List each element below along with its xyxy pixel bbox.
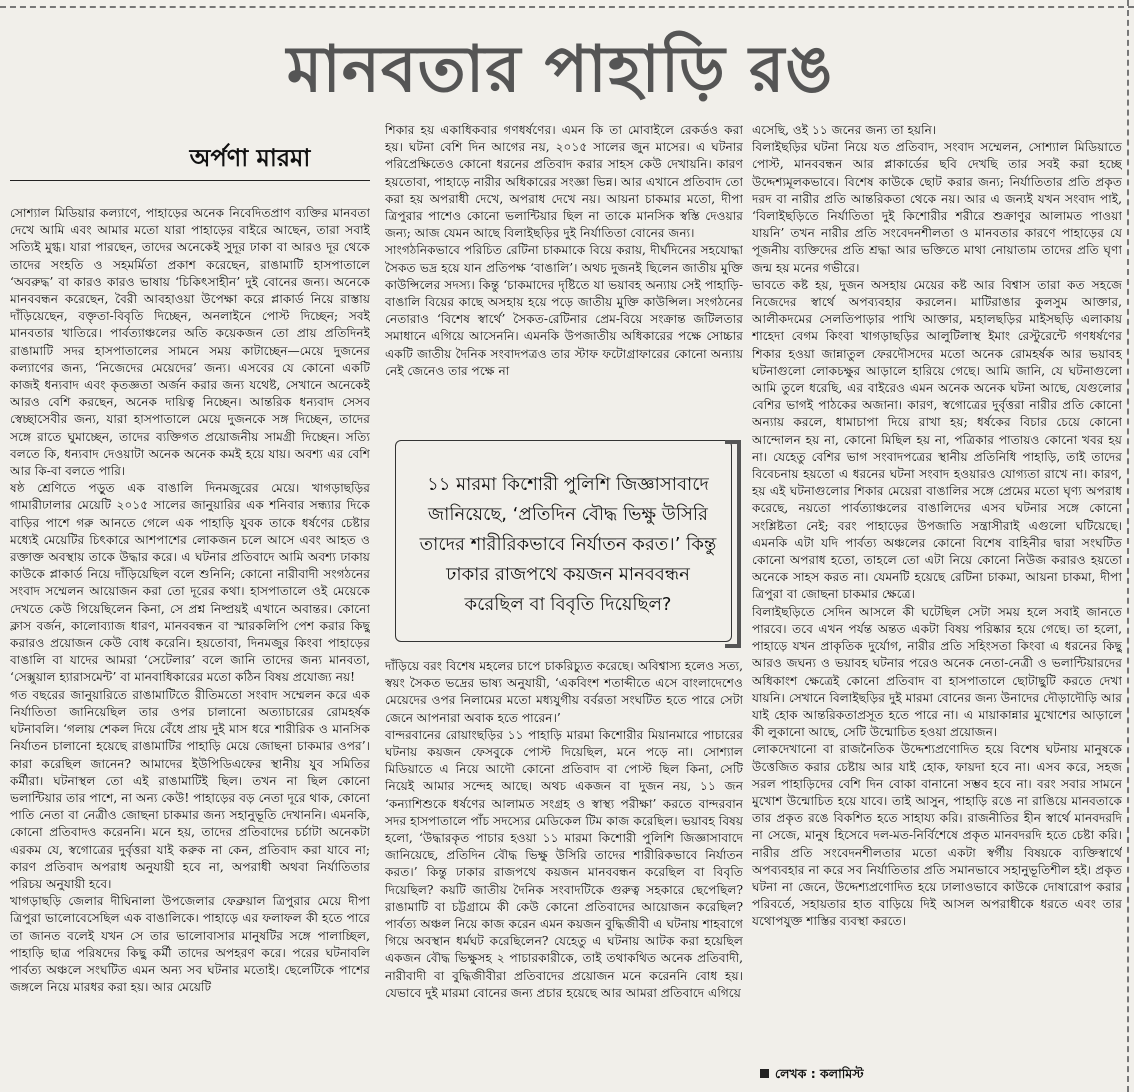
paragraph: সোশ্যাল মিডিয়ার কল্যাণে, পাহাড়ের অনেক নিবেদিতপ্রাণ ব্যক্তির মানবতা দেখে আমি এবং আমার মতো যারা পাহাড়ের বাইরে আছেন, তারা সবাই সত্যিই মুগ্ধ। যারা পারছেন, তাদের অনেকেই সুদূর ঢাকা বা আরও দূর থেকে তাদের সংহতি ও সহমর্মিতা প্রকাশ করেছেন, রাঙামাটি হাসপাতালে ‘অবরুদ্ধ’ বা কারও কারও ভাষায় ‘চিকিৎসাহীন’ দুই বোনের জন্য। অনেকে মানববন্ধন করেছেন, বৈরী আবহাওয়া উপেক্ষা করে প্লাকার্ড নিয়ে রাস্তায় দাঁড়িয়েছেন, বক্তৃতা-বিবৃতি দিচ্ছেন, অনলাইনে পোস্ট দিচ্ছেন; সবই মানবতার খাতিরে। পার্বত্যাঞ্চলের অতি কয়েকজন তো প্রায় প্রতিদিনই রাঙামাটি সদর হাসপাতালের সামনে সময় কাটাচ্ছেন—মেয়ে দুজনের কল্যাণের জন্য, ‘নিজেদের মেয়েদের’ জন্য। এসবের যে কোনো একটি কাজই ধন্যবাদ এবং কৃতজ্ঞতা অর্জন করার জন্য যথেষ্ট, সেখানে অনেকেই আরও বেশি করছেন, অনেক দায়িত্ব নিচ্ছেন। আন্তরিক ধন্যবাদ সেসব স্বেচ্ছাসেবীর জন্য, যারা হাসপাতালে মেয়ে দুজনকে সঙ্গ দিচ্ছেন, তাদের সঙ্গে রাতে ঘুমাচ্ছেন, তাদের ব্যক্তিগত প্রয়োজনীয় সামগ্রী দিচ্ছেন। সত্যি বলতে কি, ধন্যবাদ দেওয়াটা অনেক অনেক কমই হয়ে যায়। অবশ্য এর বেশি আর কি-বা বলতে পারি। <box>10 206 370 479</box>
pull-quote-accent <box>725 440 741 648</box>
paragraph: গত বছরের জানুয়ারিতে রাঙামাটিতে রীতিমতো সংবাদ সম্মেলন করে এক নির্যাতিতা জানিয়েছিল তার ওপর চালানো অত্যাচারের রোমহর্ষক ঘটনাবলি। ‘গলায় শেকল দিয়ে বেঁধে প্রায় দুই মাস ধরে শারীরিক ও মানসিক নির্যাতন চালানো হয়েছে রাঙামাটির পাহাড়ি মেয়ে জোছনা চাকমার ওপর’। কারা করেছিল জানেন? আমাদের ইউপিডিএফের স্থানীয় যুব সমিতির কর্মীরা। ঘটনাস্থল তো এই রাঙামাটিই ছিল। তখন না ছিল কোনো ভলান্টিয়ার তার পাশে, না অন্য কেউ! পাহাড়ের বড় নেতা দূরে থাক, কোনো পাতি নেতা বা নেত্রীও জোছনা চাকমার জন্য সহানুভূতি দেখাননি। এমনকি, কোনো প্রতিবাদও করেননি। মনে হয়, তাদের প্রতিবাদের চর্চাটা অনেকটা এরকম যে, স্বগোত্রের দুর্বৃত্তরা যাই করুক না কেন, প্রতিবাদ করা যাবে না; কারণ প্রতিবাদ অপরাধ অনুযায়ী হবে না, অপরাধী অথবা নির্যাতিতার পরিচয় অনুযায়ী হবে। <box>10 687 370 891</box>
paragraph: দাঁড়িয়ে বরং বিশেষ মহলের চাপে চাকরিচ্যুত করেছে। অবিশ্বাস্য হলেও সত্য, স্বয়ং সৈকত ভদ্রের ভাষ্য অনুযায়ী, ‘একবিংশ শতাব্দীতে এসে বাংলাদেশেও মেয়েদের ওপর নিলামের মতো মধ্যযুগীয় বর্বরতা সংঘটিত হতে পারে সেটা জেনে আপনারা অবাক হতে পারেন।’ <box>385 659 743 725</box>
top-cut-border <box>0 6 1134 8</box>
headline: মানবতার পাহাড়ি রঙ <box>286 33 834 107</box>
pull-quote-text: ১১ মারমা কিশোরী পুলিশি জিজ্ঞাসাবাদে জানিয়েছে, ‘প্রতিদিন বৌদ্ধ ভিক্ষু উসিরি তাদের শারীরিকভাবে নির্যাতন করত।’ কিন্তু ঢাকার রাজপথে কয়জন মানববন্ধন করেছিল বা বিবৃতি দিয়েছিল? <box>419 474 717 615</box>
author-note-text: লেখক : কলামিস্ট <box>775 1066 864 1081</box>
paragraph: বিলাইছড়িতে সেদিন আসলে কী ঘটেছিল সেটা সময় হলে সবাই জানতে পারবে। তবে এখন পর্যন্ত অন্তত একটা বিষয় পরিষ্কার হয়ে গেছে। তা হলো, পাহাড়ে যখন প্রাকৃতিক দুর্যোগ, নারীর প্রতি সহিংসতা কিংবা এ ধরনের কিছু আরও জঘন্য ও ভয়াবহ ঘটনার পরেও অনেক নেতা-নেত্রী ও ভলান্টিয়ারদের অধিকাংশ ক্ষেত্রেই কোনো প্রতিবাদ বা হাসপাতালে ছোটাছুটি করতে দেখা যায়নি। সেখানে বিলাইছড়ির দুই মারমা বোনের জন্য উনাদের দৌড়াদৌড়ি আর যাই হোক আন্তরিকতাপ্রসূত হতে পারে না। এ মায়াকান্নার মুখোশের আড়ালে কী লুকানো আছে, সেটি উন্মোচিত হওয়া প্রয়োজন। <box>752 604 1122 740</box>
paragraph: বান্দরবানের রোয়াংছড়ির ১১ পাহাড়ি মারমা কিশোরীর মিয়ানমারে পাচারের ঘটনায় কয়জন ফেসবুকে পোস্ট দিয়েছিল, মনে পড়ে না। সোশ্যাল মিডিয়াতে এ নিয়ে আদৌ কোনো প্রতিবাদ বা পোস্ট ছিল কিনা, সেটি নিয়েই আমার সন্দেহ আছে। অথচ একজন বা দুজন নয়, ১১ জন ‘কন্যাশিশুকে ধর্ষণের আলামত সংগ্রহ ও স্বাস্থ্য পরীক্ষা’ করতে বান্দরবান সদর হাসপাতালে পাঁচ সদস্যের মেডিকেল টিম কাজ করেছিল। ভয়াবহ বিষয় হলো, ‘উদ্ধারকৃত পাচার হওয়া ১১ মারমা কিশোরী পুলিশি জিজ্ঞাসাবাদে জানিয়েছে, প্রতিদিন বৌদ্ধ ভিক্ষু উসিরি তাদের শারীরিকভাবে নির্যাতন করত।’ কিন্তু ঢাকার রাজপথে কয়জন মানববন্ধন করেছিল বা বিবৃতি দিয়েছিল? কয়টি জাতীয় দৈনিক সংবাদটিকে গুরুত্ব সহকারে ছেপেছিল? রাঙামাটি বা চট্টগ্রামে কী কেউ কোনো প্রতিবাদের আয়োজন করেছিল? পার্বত্য অঞ্চল নিয়ে কাজ করেন এমন কয়জন বুদ্ধিজীবী এ ঘটনায় শাহবাগে গিয়ে অবস্থান ধর্মঘট করেছিলেন? যেহেতু এ ঘটনায় আটক করা হয়েছিল একজন বৌদ্ধ ভিক্ষুসহ ২ পাচারকারীকে, তাই তথাকথিত অনেক প্রতিবাদী, নারীবাদী বা বুদ্ধিজীবীরা প্রতিবাদের প্রয়োজন মনে করেননি বোধ হয়। যেভাবে দুই মারমা বোনের জন্য প্রচার হয়েছে আর আমরা প্রতিবাদে এগিয়ে <box>385 727 743 1000</box>
column-2-bottom <box>385 658 743 1086</box>
column-2-top <box>385 122 743 422</box>
byline-rule <box>10 180 370 181</box>
square-bullet-icon <box>760 1069 769 1078</box>
paragraph: লোকদেখানো বা রাজনৈতিক উদ্দেশ্যপ্রণোদিত হয়ে বিশেষ ঘটনায় মানুষকে উত্তেজিত করার চেষ্টায় আর যাই হোক, ফায়দা হবে না। এসব করে, সহজ সরল পাহাড়িদের বেশি দিন বোকা বানানো সম্ভব হবে না। বরং সবার সামনে মুখোশ উন্মোচিত হয়ে যাবে। তাই আসুন, পাহাড়ি রঙে না রাঙিয়ে মানবতাকে তার প্রকৃত রঙে বিকশিত হতে সাহায্য করি। রাজনীতির হীন স্বার্থে মানবদরদি না সেজে, মানুষ হিসেবে দল-মত-নির্বিশেষে প্রকৃত মানবদরদি হতে চেষ্টা করি। নারীর প্রতি সংবেদনশীলতার মতো একটা স্বর্গীয় বিষয়কে ব্যক্তিস্বার্থে অপব্যবহার না করে সব নির্যাতিতার প্রতি সমানভাবে সহানুভূতিশীল হই। প্রকৃত ঘটনা না জেনে, উদ্দেশ্যপ্রণোদিত হয়ে ঢালাওভাবে কাউকে দোষারোপ করার পরিবর্তে, সহায়তার হাত বাড়িয়ে দিই আসল অপরাধীকে ধরতে এবং তার যথোপযুক্ত শাস্তির ব্যবস্থা করতে। <box>752 742 1122 929</box>
column-1 <box>10 205 370 1085</box>
author-note <box>760 1066 1060 1086</box>
paragraph: খাগড়াছড়ি জেলার দীঘিনালা উপজেলার ফেব্রুয়াল ত্রিপুরার মেয়ে দীপা ত্রিপুরা ভালোবেসেছিল এক বাঙালিকে। পাহাড়ে এর ফলাফল কী হতে পারে তা জানত বলেই যখন সে তার ভালোবাসার মানুষটির সঙ্গে পালাচ্ছিল, পাহাড়ি ছাত্র পরিষদের কিছু কর্মী তাদের অপহরণ করে। পরের ঘটনাবলি পার্বত্য অঞ্চলে সংঘটিত এমন অন্য সব ঘটনার মতোই। ছেলেটিকে পাশের জঙ্গলে নিয়ে মারধর করা হয়। আর মেয়েটি <box>10 894 370 995</box>
paragraph: সাংগঠনিকভাবে পরিচিত রেটিনা চাকমাকে বিয়ে করায়, দীর্ঘদিনের সহযোদ্ধা সৈকত ভদ্র হয়ে যান প্রতিপক্ষ ‘বাঙালি’। অথচ দুজনই ছিলেন জাতীয় মুক্তি কাউন্সিলের সদস্য। কিন্তু ‘চাকমাদের দৃষ্টিতে যা ভয়াবহ অন্যায় সেই পাহাড়ি-বাঙালি বিয়ের কাছে অসহায় হয়ে পড়ে জাতীয় মুক্তি কাউন্সিল। সংগঠনের নেতারাও ‘বিশেষ স্বার্থে’ সৈকত-রেটিনার প্রেম-বিয়ে সংক্রান্ত জটিলতার সমাধানে এগিয়ে আসেননি। এমনকি উপজাতীয় অধিকারের পক্ষে সোচ্চার একটি জাতীয় দৈনিক সংবাদপত্রও তার স্টাফ ফটোগ্রাফারের কোনো অন্যায় নেই জেনেও তার পক্ষে না <box>385 243 743 378</box>
right-cut-border <box>1127 0 1129 1092</box>
column-3 <box>752 122 1122 1067</box>
paragraph: এসেছি, ওই ১১ জনের জন্য তা হয়নি। <box>752 123 937 137</box>
paragraph: বিলাইছড়ির ঘটনা নিয়ে যত প্রতিবাদ, সংবাদ সম্মেলন, সোশ্যাল মিডিয়াতে পোস্ট, মানববন্ধন আর প্লাকার্ডের ছবি দেখছি তার সবই করা হচ্ছে উদ্দেশ্যমূলকভাবে। বিশেষ কাউকে ছোট করার জন্য; নির্যাতিতার প্রতি প্রকৃত দরদ বা নারীর প্রতি আন্তরিকতা থেকে নয়। আর এ জন্যই যখন সংবাদ পাই, ‘বিলাইছড়িতে নির্যাতিতা দুই কিশোরীর শরীরে শুক্রাণুর আলামত পাওয়া যায়নি’ তখন নারীর প্রতি সংবেদনশীলতা ও মানবতার কারণে পাহাড়ের যে পূজনীয় ব্যক্তিদের প্রতি শ্রদ্ধা আর ভক্তিতে মাথা নোয়াতাম তাদের প্রতি ঘৃণা জন্ম হয় মনের গভীরে। <box>752 140 1122 275</box>
paragraph: ভাবতে কষ্ট হয়, দুজন অসহায় মেয়ের কষ্ট আর বিশ্বাস তারা কত সহজে নিজেদের স্বার্থে অপব্যবহার করলেন। মাটিরাঙার কুলসুম আক্তার, আলীকদমের সেলতিপাড়ার পাখি আক্তার, মহালছড়ির মাইসছড়ি এলাকায় শাহেদা বেগম কিংবা খাগড়াছড়ির আলুটিলাস্থ ইমাং রেস্টুরেন্টে গণধর্ষণের শিকার হওয়া জান্নাতুল ফেরদৌসদের মতো অনেক রোমহর্ষক আর ভয়াবহ ঘটনাগুলো লোকচক্ষুর আড়ালে হারিয়ে গেছে। আমি জানি, যে ঘটনাগুলো আমি তুলে ধরেছি, এর বাইরেও এমন অনেক অনেক ঘটনা আছে, যেগুলোর বেশির ভাগই পাঠকের অজানা। কারণ, স্বগোত্রের দুর্বৃত্তরা নারীর প্রতি কোনো অন্যায় করলে, ধামাচাপা দিয়ে রাখা হয়; ধর্ষকের বিচার চেয়ে কোনো আন্দোলন হয় না, কোনো মিছিল হয় না, পত্রিকার পাতায়ও কোনো খবর হয় না। যেহেতু বেশির ভাগ সংবাদপত্রের স্থানীয় প্রতিনিধি পাহাড়ি, তাই তাদের বিবেচনায় হয়তো এ ধরনের ঘটনা সংবাদ হওয়ারও যোগ্যতা রাখে না। কারণ, হয় এই ঘটনাগুলোর শিকার মেয়েরা বাঙালির সঙ্গে প্রেমের মতো ঘৃণ্য অপরাধ করেছে, নয়তো পার্বত্যাঞ্চলের বাঙালিদের এসব ঘটনার সঙ্গে কোনো সংশ্লিষ্টতা নেই; বরং পাহাড়ের উপজাতি সন্ত্রাসীরাই এগুলো ঘটিয়েছে। এমনকি এটা যদি পার্বত্য অঞ্চলের কোনো বিশেষ বাহিনীর দ্বারা সংঘটিত কোনো অপরাধ হতো, তাহলে তো এটা নিয়ে কোনো নিউজ করারও হয়তো অনেকে সাহস করত না। যেমনটি হয়েছে রেটিনা চাকমা, আয়না চাকমা, দীপা ত্রিপুরা বা জোছনা চাকমার ক্ষেত্রে। <box>752 277 1122 602</box>
paragraph: শিকার হয় একাধিকবার গণধর্ষণের। এমন কি তা মোবাইলে রেকর্ডও করা হয়। ঘটনা বেশি দিন আগের নয়, ২০১৫ সালের জুন মাসের। এ ঘটনার পরিপ্রেক্ষিতেও কোনো ধরনের প্রতিবাদ করার সাহস কেউ দেখায়নি। কারণ হয়তোবা, পাহাড়ে নারীর অধিকারের সংজ্ঞা ভিন্ন। আর এখানে প্রতিবাদ তো করা হয় অপরাধী দেখে, অপরাধ দেখে নয়। আয়না চাকমার মতো, দীপা ত্রিপুরার পাশেও কোনো ভলান্টিয়ার ছিল না তাকে মানসিক স্বস্তি দেওয়ার জন্য; আজ যেমন আছে বিলাইছড়ির দুই নির্যাতিতা বোনের জন্য। <box>385 123 743 241</box>
paragraph: ষষ্ঠ শ্রেণিতে পড়ুত এক বাঙালি দিনমজুরের মেয়ে। খাগড়াছড়ির গামারীঢালার মেয়েটি ২০১৫ সালের জানুয়ারির এক শনিবার সন্ধ্যার দিকে বাড়ির পাশে গরু আনতে গেলে এক পাহাড়ি যুবক তাকে ধর্ষণের চেষ্টার মধ্যেই মেয়েটির চিৎকারে আশপাশের লোকজন চলে আসে এবং আহত ও রক্তাক্ত অবস্থায় তাকে উদ্ধার করে। এ ঘটনার প্রতিবাদে আমি অবশ্য ঢাকায় কাউকে প্লাকার্ড নিয়ে দাঁড়িয়েছিল বলে শুনিনি; কোনো নারীবাদী সংগঠনের সংবাদ সম্মেলন আয়োজন করা তো দূরের কথা। হাসপাতালে ওই মেয়েকে দেখতে কেউ গিয়েছিলেন কিনা, সে প্রশ্ন নিষ্প্রয়ই এখানে অবান্তর। কোনো ক্লাস বর্জন, কালোব্যাজ ধারণ, মানববন্ধন বা স্মারকলিপি পেশ করার কিছু করারও প্রয়োজন কেউ বোধ করেনি। হয়তোবা, দিনমজুর কিংবা পাহাড়ের বাঙালি বা যাদের আমরা ‘সেটেলার’ বলে জানি তাদের জন্য মানবতা, ‘সেক্সুয়াল হ্যারাসমেন্ট’ বা মানবাধিকারের মতো কঠিন বিষয় প্রযোজ্য নয়! <box>10 481 370 685</box>
byline: অর্পণা মারমা <box>189 144 311 172</box>
